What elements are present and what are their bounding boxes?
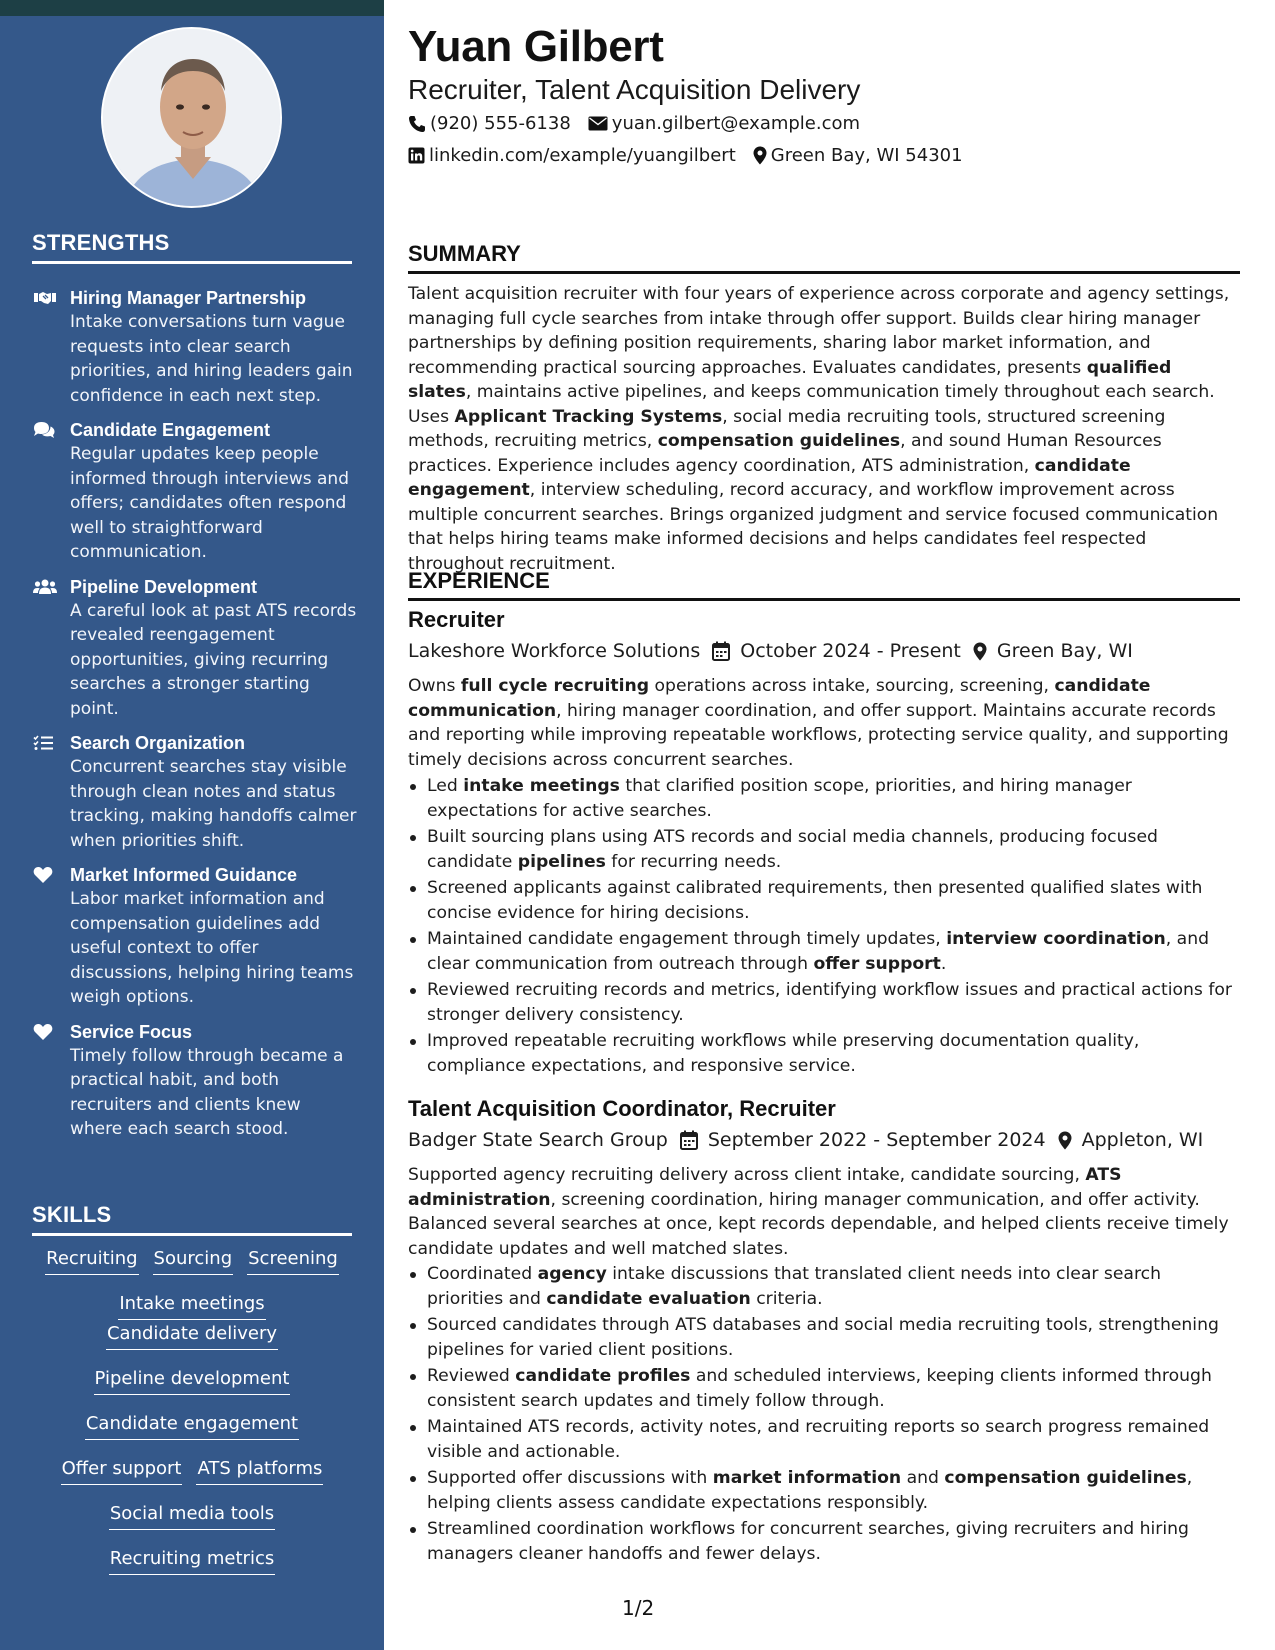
text-run: that clarified position scope, priorities, and hiring manager expectations for active searches. xyxy=(427,776,1132,821)
skill-row xyxy=(32,1245,352,1275)
strengths-list xyxy=(32,286,357,1152)
text-run: Sourced candidates through ATS databases and social media recruiting tools, strengthening pipelines for varied client positions. xyxy=(427,1315,1219,1360)
job-dates-text: September 2022 - September 2024 xyxy=(707,1129,1046,1151)
skill-tag: ATS platforms xyxy=(196,1455,323,1485)
skill-tag: Candidate delivery xyxy=(106,1320,278,1350)
text-run: . xyxy=(940,953,947,974)
bold-keyword: candidate evaluation xyxy=(546,1288,751,1309)
sidebar-top-bar xyxy=(0,0,384,16)
strength-item xyxy=(32,863,357,1010)
bold-keyword: candidate communication xyxy=(408,676,1151,721)
skill-tag: Intake meetings xyxy=(118,1290,265,1320)
strength-title: Hiring Manager Partnership xyxy=(70,288,307,308)
job-title: Recruiter xyxy=(408,607,505,632)
text-run: , hiring manager coordination, and offer support. Maintains accurate records and reporting while improving repeatable workflows, protecting service quality, and supporting timely decisions across concurrent searches. xyxy=(408,700,1229,770)
text-run: Owns xyxy=(408,676,461,696)
text-run: , and clear communication from outreach through xyxy=(427,929,1210,974)
strength-title: Candidate Engagement xyxy=(70,420,271,440)
strength-description: Timely follow through became a practical habit, and both recruiters and clients knew where each search stood. xyxy=(70,1045,344,1139)
calendar-icon xyxy=(680,1130,698,1150)
bullet-item xyxy=(408,927,1240,976)
bullet-item xyxy=(408,1466,1240,1515)
summary-heading: SUMMARY xyxy=(408,241,1240,274)
map-marker-icon xyxy=(973,642,987,661)
strength-description: Regular updates keep people informed through interviews and offers; candidates often respond well to straightforward communication. xyxy=(70,444,349,562)
text-run: , interview scheduling, record accuracy, and workflow improvement across multiple concurrent searches. Brings organized judgment and service focused communication that helps hiring teams make informed decisions and helps candidates feel respected throughout recruitment. xyxy=(408,480,1219,574)
text-run: Supported agency recruiting delivery across client intake, candidate sourcing, xyxy=(408,1165,1086,1185)
linkedin-text[interactable]: linkedin.com/example/yuangilbert xyxy=(429,145,736,166)
map-marker-icon xyxy=(753,146,767,165)
bullet-item xyxy=(408,978,1240,1027)
job-description xyxy=(408,674,1240,772)
job-description xyxy=(408,1163,1240,1261)
bullet-item xyxy=(408,1415,1240,1464)
job-title: Talent Acquisition Coordinator, Recruiter xyxy=(408,1096,836,1121)
bold-keyword: pipelines xyxy=(517,851,606,872)
skill-row xyxy=(32,1290,352,1350)
skill-row xyxy=(32,1410,352,1440)
skill-tag: Recruiting metrics xyxy=(109,1545,275,1575)
bullet-item xyxy=(408,1029,1240,1078)
heart-icon xyxy=(32,1020,70,1044)
email-text[interactable]: yuan.gilbert@example.com xyxy=(611,113,861,134)
phone-icon xyxy=(408,115,426,133)
bullet-item xyxy=(408,1262,1240,1311)
strength-title: Pipeline Development xyxy=(70,576,258,597)
email-contact[interactable] xyxy=(588,113,860,134)
job-location xyxy=(1058,1129,1204,1151)
strength-item xyxy=(32,286,357,408)
skill-tag: Sourcing xyxy=(153,1245,234,1275)
candidate-title: Recruiter, Talent Acquisition Delivery xyxy=(408,74,861,105)
bold-keyword: full cycle recruiting xyxy=(460,676,650,696)
text-run: , and sound Human Resources practices. Experience includes agency coordination, ATS administration, xyxy=(408,431,1162,476)
bold-keyword: offer support xyxy=(813,953,941,974)
job-location-text: Appleton, WI xyxy=(1081,1129,1204,1151)
skills-list xyxy=(32,1245,352,1590)
page-number: 1/2 xyxy=(622,1596,655,1620)
map-marker-icon xyxy=(1058,1131,1072,1150)
text-run: and scheduled interviews, keeping clients informed through consistent search updates and timely follow through. xyxy=(427,1366,1212,1411)
strength-item xyxy=(32,731,357,853)
skill-tag: Pipeline development xyxy=(94,1365,291,1395)
text-run: Supported offer discussions with xyxy=(427,1468,713,1488)
skill-tag: Offer support xyxy=(61,1455,183,1485)
company-name: Badger State Search Group xyxy=(408,1129,668,1151)
strength-title: Market Informed Guidance xyxy=(70,865,298,885)
location-contact xyxy=(753,145,963,166)
experience-heading: EXPERIENCE xyxy=(408,568,1240,601)
strength-item xyxy=(32,418,357,565)
job-dates-text: October 2024 - Present xyxy=(740,640,961,662)
skills-heading: SKILLS xyxy=(32,1202,352,1236)
bold-keyword: compensation guidelines xyxy=(657,431,901,451)
job-location xyxy=(973,640,1133,662)
bullet-item xyxy=(408,1517,1240,1566)
text-run: Coordinated xyxy=(427,1264,538,1284)
bold-keyword: compensation guidelines xyxy=(944,1468,1187,1488)
envelope-icon xyxy=(588,116,608,131)
linkedin-icon xyxy=(408,147,425,164)
text-run: Screened applicants against calibrated requirements, then presented qualified slates with concise evidence for hiring decisions. xyxy=(427,878,1203,923)
handshake-icon xyxy=(32,286,70,310)
bullet-item xyxy=(408,825,1240,874)
company-name: Lakeshore Workforce Solutions xyxy=(408,640,701,662)
text-run: , social media recruiting tools, structured screening methods, recruiting metrics, xyxy=(408,406,1166,451)
text-run: for recurring needs. xyxy=(605,851,782,872)
bullet-item xyxy=(408,1313,1240,1362)
strength-title: Service Focus xyxy=(70,1021,193,1042)
text-run: Reviewed xyxy=(427,1366,516,1386)
job-dates xyxy=(680,1129,1046,1151)
strengths-heading: STRENGTHS xyxy=(32,230,352,264)
skill-row xyxy=(32,1500,352,1530)
text-run: Reviewed recruiting records and metrics, identifying workflow issues and practical actions for stronger delivery consistency. xyxy=(427,980,1232,1025)
strength-description: A careful look at past ATS records revealed reengagement opportunities, giving recurring searches a stronger starting point. xyxy=(70,600,357,719)
skill-tag: Recruiting xyxy=(45,1245,138,1275)
text-run: criteria. xyxy=(750,1288,823,1309)
skill-tag: Candidate engagement xyxy=(85,1410,299,1440)
strength-title: Search Organization xyxy=(70,733,246,753)
skill-tag: Social media tools xyxy=(109,1500,275,1530)
text-run: , helping clients assess candidate expectations responsibly. xyxy=(427,1468,1193,1513)
bullet-item xyxy=(408,1364,1240,1413)
text-run: Built sourcing plans using ATS records and social media channels, producing focused candidate xyxy=(427,827,1158,872)
job-dates xyxy=(712,640,961,662)
calendar-icon xyxy=(712,641,730,661)
skill-row xyxy=(32,1365,352,1395)
text-run: operations across intake, sourcing, screening, xyxy=(649,676,1055,696)
text-run: Led xyxy=(427,776,464,796)
bold-keyword: Applicant Tracking Systems xyxy=(454,406,723,427)
bullet-item xyxy=(408,876,1240,925)
location-text: Green Bay, WI 54301 xyxy=(770,145,963,166)
job-location-text: Green Bay, WI xyxy=(996,640,1133,662)
bold-keyword: market information xyxy=(712,1468,902,1488)
phone-text: (920) 555-6138 xyxy=(430,113,571,134)
skill-tag: Screening xyxy=(247,1245,339,1275)
bold-keyword: interview coordination xyxy=(946,929,1166,949)
text-run: Maintained ATS records, activity notes, and recruiting reports so search progress remained visible and actionable. xyxy=(427,1417,1210,1462)
users-icon xyxy=(32,575,70,599)
skill-row xyxy=(32,1455,352,1485)
text-run: , screening coordination, hiring manager communication, and offer activity. Balanced several searches at once, kept records dependable, and helped clients receive timely candidate updates and well matched slates. xyxy=(408,1189,1229,1259)
job-meta xyxy=(408,640,1145,662)
text-run: and xyxy=(901,1468,945,1488)
bold-keyword: agency xyxy=(537,1264,607,1284)
heart-icon xyxy=(32,863,70,887)
linkedin-contact[interactable] xyxy=(408,145,736,166)
strength-item xyxy=(32,1020,357,1142)
bold-keyword: candidate engagement xyxy=(408,455,1131,500)
bold-keyword: qualified slates xyxy=(408,357,1172,402)
skill-row xyxy=(32,1545,352,1575)
bold-keyword: ATS administration xyxy=(408,1165,1122,1210)
job-bullets xyxy=(408,1262,1240,1568)
text-run: , maintains active pipelines, and keeps communication timely throughout each search. Uses xyxy=(408,382,1215,427)
text-run: Streamlined coordination workflows for concurrent searches, giving recruiters and hiring managers cleaner handoffs and fewer delays. xyxy=(427,1519,1189,1564)
contact-row xyxy=(408,113,877,134)
text-run: intake discussions that translated client needs into clear search priorities and xyxy=(427,1264,1162,1309)
comments-icon xyxy=(32,418,70,442)
job-bullets xyxy=(408,774,1240,1080)
sidebar xyxy=(0,0,384,1650)
strength-item xyxy=(32,575,357,722)
text-run: Talent acquisition recruiter with four years of experience across corporate and agency settings, managing full cycle searches from intake through offer support. Builds clear hiring manager partnerships by defining position requirements, sharing labor market information, and recommending practical sourcing approaches. Evaluates candidates, presents xyxy=(408,284,1230,378)
strength-description: Labor market information and compensation guidelines add useful context to offer discussions, helping hiring teams weigh options. xyxy=(70,889,354,1007)
bold-keyword: intake meetings xyxy=(463,776,620,796)
summary-text xyxy=(408,282,1240,576)
text-run: Maintained candidate engagement through timely updates, xyxy=(427,929,947,949)
bold-keyword: candidate profiles xyxy=(515,1366,691,1386)
candidate-name: Yuan Gilbert xyxy=(408,22,664,71)
list-check-icon xyxy=(32,731,70,755)
strength-description: Concurrent searches stay visible through clean notes and status tracking, making handoffs calmer when priorities shift. xyxy=(70,757,357,851)
avatar-icon xyxy=(103,29,282,208)
profile-photo xyxy=(101,27,282,208)
job-meta xyxy=(408,1129,1215,1151)
phone-contact xyxy=(408,113,571,134)
strength-description: Intake conversations turn vague requests into clear search priorities, and hiring leaders gain confidence in each next step. xyxy=(70,312,353,406)
contact-row xyxy=(408,145,980,166)
bullet-item xyxy=(408,774,1240,823)
text-run: Improved repeatable recruiting workflows while preserving documentation quality, compliance expectations, and responsive service. xyxy=(427,1031,1140,1076)
